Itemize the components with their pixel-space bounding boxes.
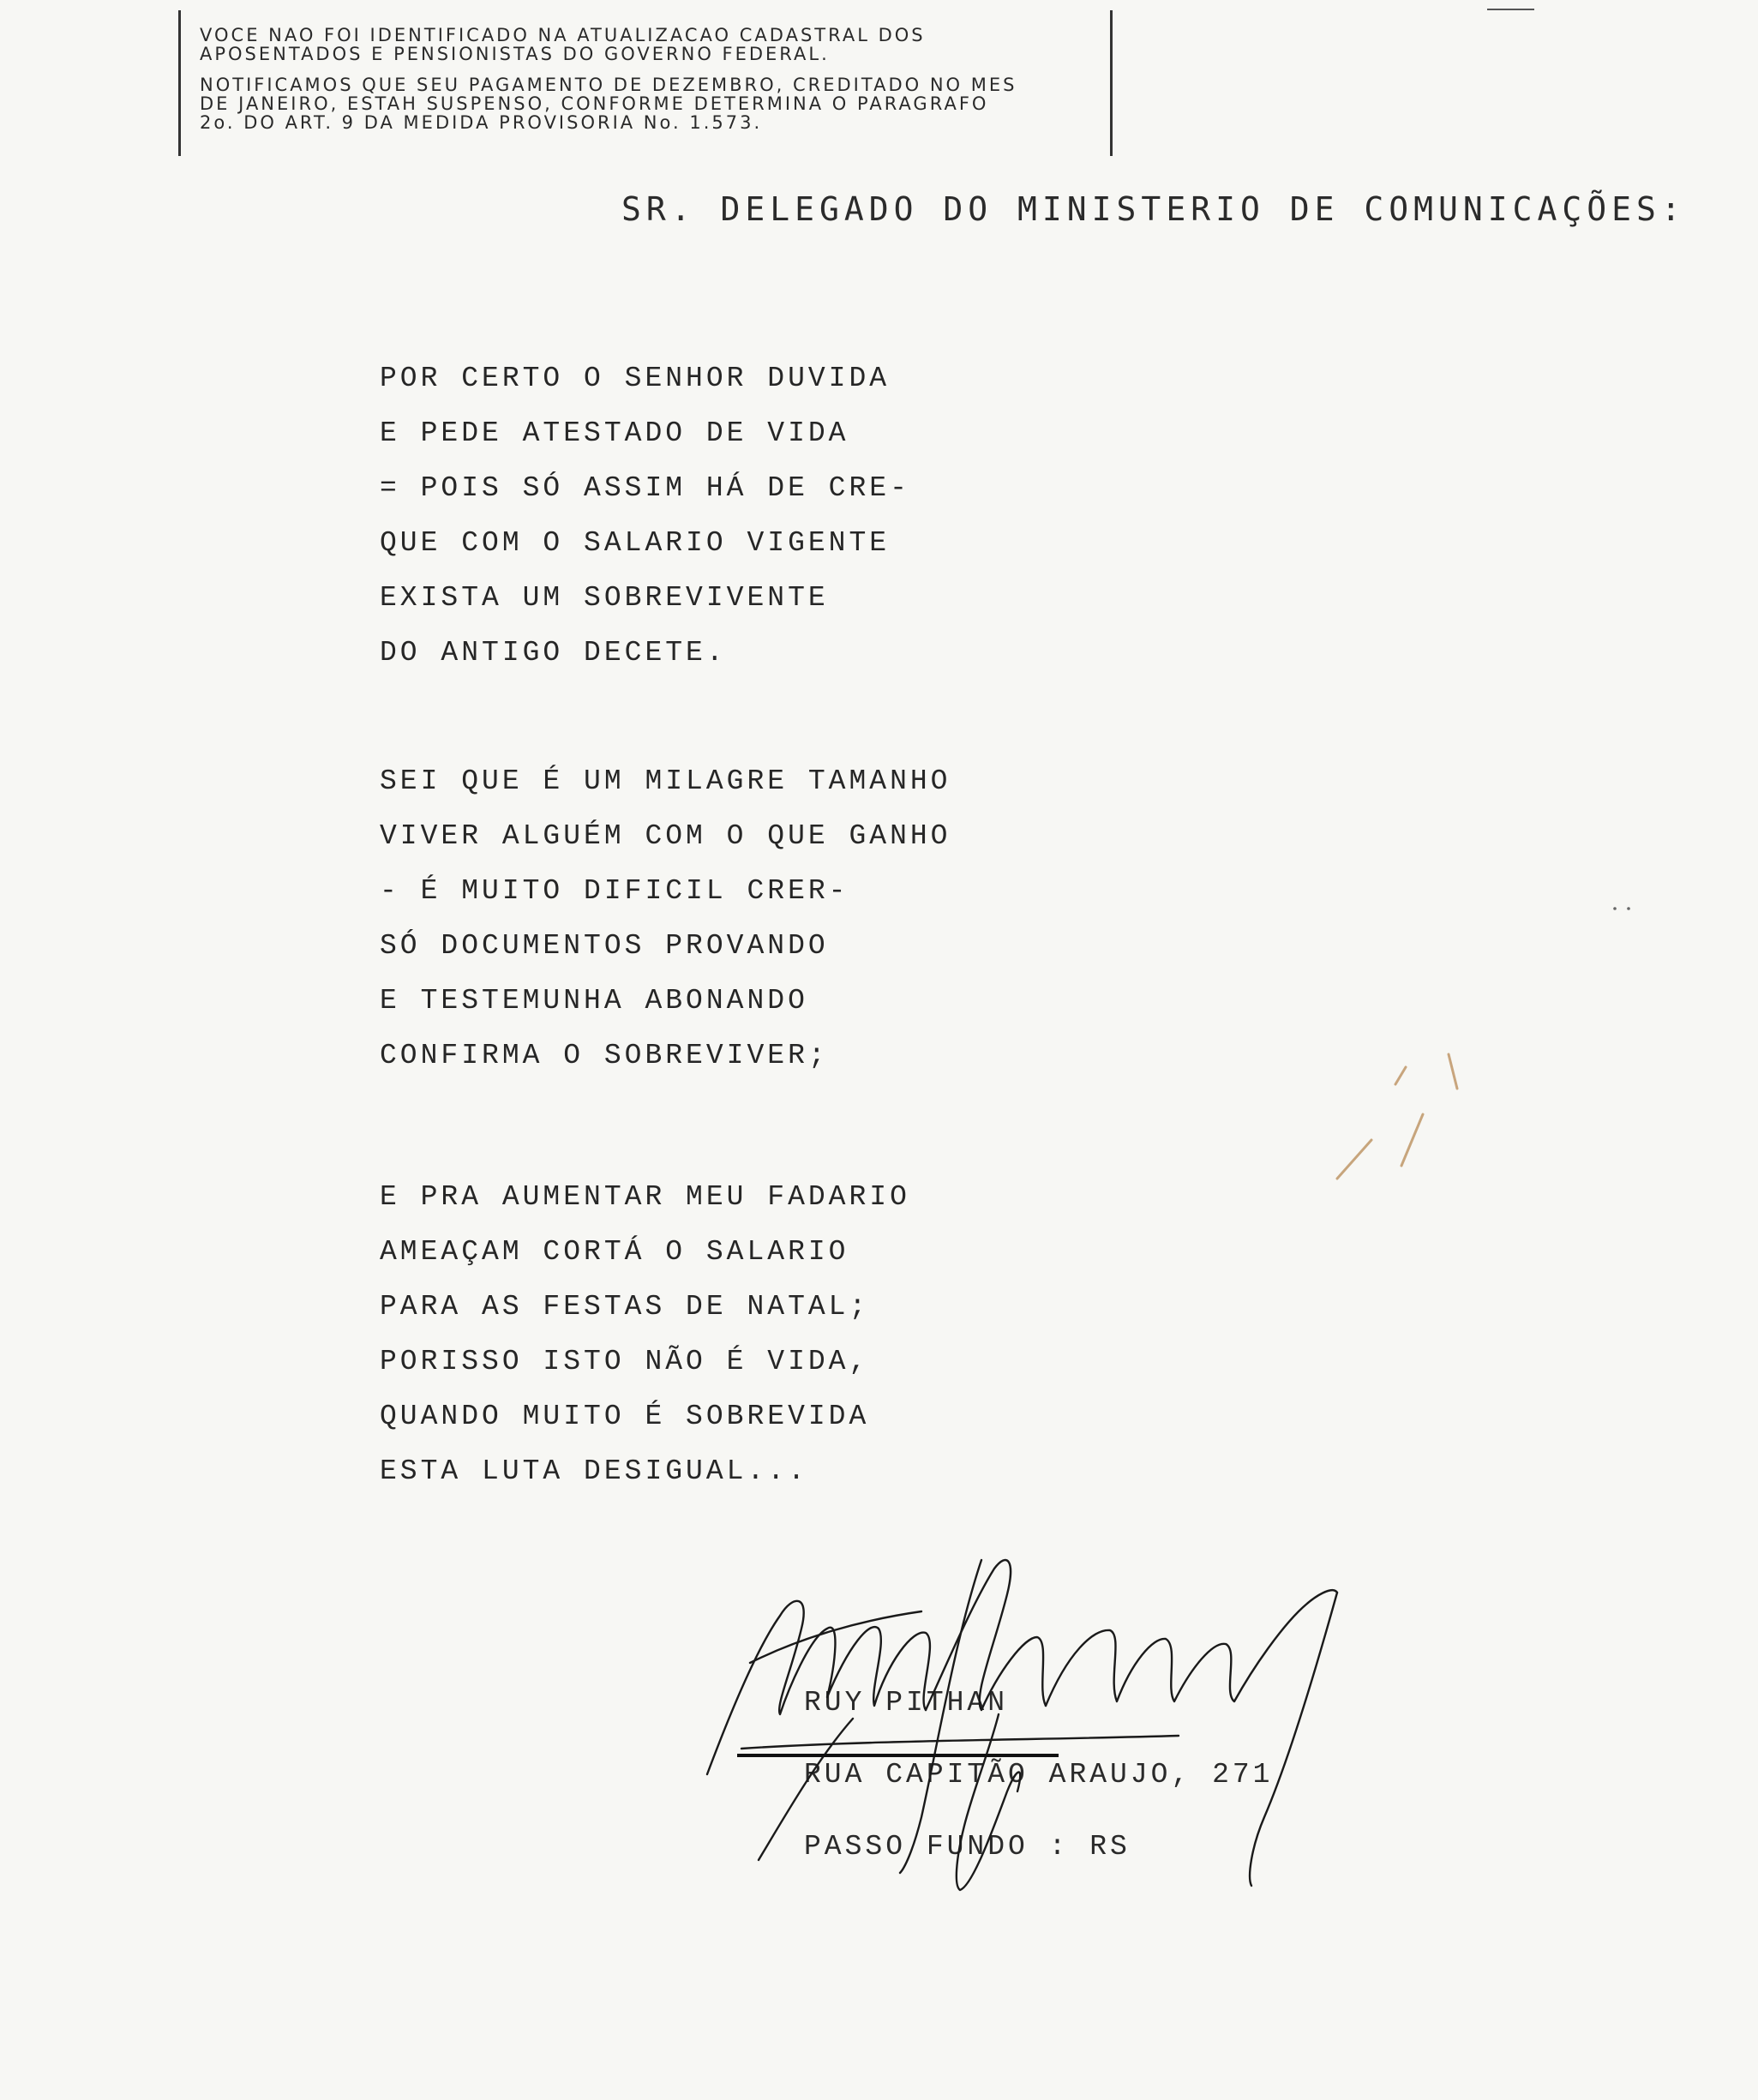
- poem-verse: - É MUITO DIFICIL CRER-: [380, 875, 849, 907]
- poem-stanza-3: [380, 1170, 910, 1499]
- poem-verse: PORISSO ISTO NÃO É VIDA,: [380, 1346, 870, 1377]
- notice-line: 2o. DO ART. 9 DA MEDIDA PROVISORIA No. 1.573.: [200, 112, 763, 133]
- poem-verse: ESTA LUTA DESIGUAL...: [380, 1455, 808, 1487]
- sender-city: PASSO FUNDO : RS: [804, 1831, 1131, 1863]
- poem-verse: PARA AS FESTAS DE NATAL;: [380, 1291, 870, 1323]
- notice-line: VOCE NAO FOI IDENTIFICADO NA ATUALIZACAO CADASTRAL DOS: [200, 25, 926, 45]
- poem-verse: SEI QUE É UM MILAGRE TAMANHO: [380, 765, 951, 797]
- suspension-notice: [178, 10, 1113, 156]
- poem-verse: POR CERTO O SENHOR DUVIDA: [380, 363, 891, 394]
- sender-name: RUY PITHAN: [804, 1687, 1009, 1719]
- notice-line: NOTIFICAMOS QUE SEU PAGAMENTO DE DEZEMBRO, CREDITADO NO MES: [200, 75, 1017, 95]
- handwritten-signature: [699, 1534, 1384, 1903]
- poem-verse: E PEDE ATESTADO DE VIDA: [380, 417, 849, 449]
- paper-stain: [1320, 1037, 1491, 1191]
- poem-stanza-2: [380, 754, 951, 1083]
- poem-verse: DO ANTIGO DECETE.: [380, 637, 727, 669]
- side-mark: [1611, 904, 1637, 913]
- poem-verse: = POIS SÓ ASSIM HÁ DE CRE-: [380, 472, 910, 504]
- poem-verse: SÓ DOCUMENTOS PROVANDO: [380, 930, 829, 962]
- poem-verse: EXISTA UM SOBREVIVENTE: [380, 582, 829, 614]
- sender-street: RUA CAPITÃO ARAUJO, 271: [804, 1759, 1274, 1791]
- poem-verse: AMEAÇAM CORTÁ O SALARIO: [380, 1236, 849, 1268]
- addressee-line: SR. DELEGADO DO MINISTERIO DE COMUNICAÇÕES:: [621, 190, 1686, 228]
- poem-verse: CONFIRMA O SOBREVIVER;: [380, 1040, 829, 1071]
- top-right-mark: [1487, 5, 1539, 14]
- poem-stanza-1: [380, 351, 910, 681]
- poem-verse: QUANDO MUITO É SOBREVIDA: [380, 1401, 870, 1432]
- notice-line: DE JANEIRO, ESTAH SUSPENSO, CONFORME DETERMINA O PARAGRAFO: [200, 93, 989, 114]
- poem-verse: E TESTEMUNHA ABONANDO: [380, 985, 808, 1017]
- poem-verse: VIVER ALGUÉM COM O QUE GANHO: [380, 820, 951, 852]
- poem-verse: QUE COM O SALARIO VIGENTE: [380, 527, 891, 559]
- poem-verse: E PRA AUMENTAR MEU FADARIO: [380, 1181, 910, 1213]
- notice-paragraph-1: [200, 26, 1110, 63]
- notice-paragraph-2: [200, 75, 1110, 132]
- notice-line: APOSENTADOS E PENSIONISTAS DO GOVERNO FEDERAL.: [200, 44, 830, 64]
